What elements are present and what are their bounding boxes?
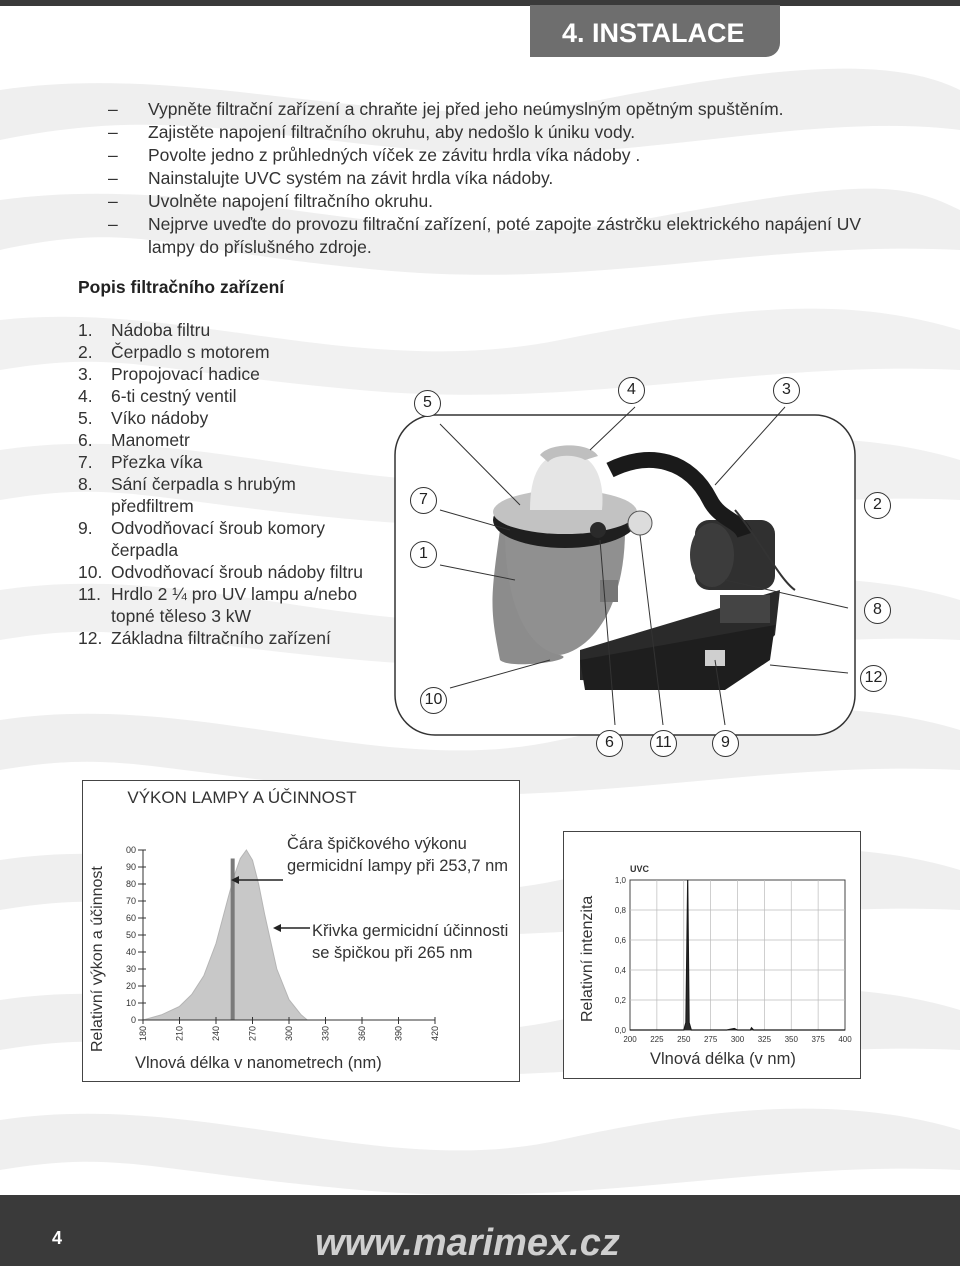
y-tick-label: 00 bbox=[125, 845, 136, 855]
callout-10: 10 bbox=[420, 687, 447, 714]
y-tick-label: 0,8 bbox=[614, 906, 626, 915]
callout-11: 11 bbox=[650, 730, 677, 757]
x-tick-label: 240 bbox=[211, 1026, 221, 1042]
callout-9: 9 bbox=[712, 730, 739, 757]
list-item: 10. Odvodňovací šroub nádoby filtru bbox=[78, 562, 363, 582]
parts-list bbox=[78, 319, 408, 649]
callout-7: 7 bbox=[410, 487, 437, 514]
callout-8: 8 bbox=[864, 597, 891, 624]
callout-12: 12 bbox=[860, 665, 887, 692]
list-item: 6. Manometr bbox=[78, 430, 190, 450]
x-tick-label: 300 bbox=[284, 1026, 294, 1042]
section-header bbox=[530, 5, 780, 57]
page-number: 4 bbox=[52, 1228, 63, 1248]
x-tick-label: 225 bbox=[650, 1035, 664, 1044]
y-tick-label: 0,0 bbox=[614, 1026, 626, 1035]
y-tick-label: 0 bbox=[130, 1015, 136, 1025]
list-item: 7. Přezka víka bbox=[78, 452, 203, 472]
list-item: – Nejprve uveďte do provozu filtrační zařízení, poté zapojte zástrčku elektrického napájení UV lampy do příslušného zdroje. bbox=[108, 214, 862, 257]
y-tick-label: 1,0 bbox=[614, 876, 626, 885]
x-tick-label: 400 bbox=[838, 1035, 852, 1044]
x-tick-label: 325 bbox=[757, 1035, 772, 1044]
y-tick-label: 50 bbox=[125, 930, 136, 940]
y-tick-label: 60 bbox=[125, 913, 136, 923]
x-tick-label: 390 bbox=[393, 1026, 404, 1042]
chart-title: VÝKON LAMPY A ÚČINNOST bbox=[127, 788, 357, 807]
filter-device-illustration bbox=[390, 370, 960, 770]
chart-inner-title: UVC bbox=[630, 864, 650, 874]
list-item: 12. Základna filtračního zařízení bbox=[78, 628, 331, 648]
annotation-peak-line: Čára špičkového výkonu germicidní lampy při 253,7 nm bbox=[287, 835, 509, 875]
chart-xlabel: Vlnová délka (v nm) bbox=[650, 1050, 796, 1068]
list-item: 4. 6-ti cestný ventil bbox=[78, 386, 237, 406]
uvc-intensity-plot bbox=[600, 858, 855, 1048]
chart-ylabel: Relativní intenzita bbox=[579, 895, 596, 1022]
y-tick-label: 70 bbox=[125, 896, 136, 906]
list-item: – Povolte jedno z průhledných víček ze závitu hrdla víka nádoby . bbox=[108, 145, 641, 165]
x-tick-label: 375 bbox=[811, 1035, 825, 1044]
y-tick-label: 20 bbox=[125, 981, 136, 991]
x-tick-label: 180 bbox=[138, 1026, 148, 1042]
callout-4: 4 bbox=[618, 377, 645, 404]
x-tick-label: 210 bbox=[174, 1026, 185, 1042]
list-item: 9. Odvodňovací šroub komory čerpadla bbox=[78, 518, 325, 560]
annotation-arrows bbox=[225, 870, 315, 940]
x-tick-label: 350 bbox=[784, 1035, 798, 1044]
x-tick-label: 200 bbox=[623, 1035, 637, 1044]
installation-steps bbox=[108, 98, 898, 259]
list-item: – Vypněte filtrační zařízení a chraňte jej před jeho neúmyslným opětným spuštěním. bbox=[108, 99, 784, 119]
annotation-curve: Křivka germicidní účinnosti se špičkou při 265 nm bbox=[312, 922, 509, 962]
x-tick-label: 250 bbox=[677, 1035, 691, 1044]
x-tick-label: 300 bbox=[730, 1035, 745, 1044]
chart-xlabel: Vlnová délka v nanometrech (nm) bbox=[135, 1054, 382, 1072]
section-header-title: 4. INSTALACE bbox=[562, 18, 745, 48]
y-tick-label: 30 bbox=[125, 964, 136, 974]
list-item: 11. Hrdlo 2 ¼ pro UV lampu a/nebo topné těleso 3 kW bbox=[78, 584, 358, 626]
x-tick-label: 330 bbox=[320, 1026, 331, 1042]
y-tick-label: 0,2 bbox=[614, 996, 626, 1005]
x-tick-label: 420 bbox=[430, 1026, 440, 1042]
list-item: 1. Nádoba filtru bbox=[78, 320, 211, 340]
list-item: 8. Sání čerpadla s hrubým předfiltrem bbox=[78, 474, 296, 516]
callout-5: 5 bbox=[414, 390, 441, 417]
header-bar bbox=[0, 0, 960, 6]
y-tick-label: 0,6 bbox=[614, 936, 626, 945]
chart-ylabel: Relativní výkon a účinnost bbox=[89, 866, 106, 1052]
y-tick-label: 40 bbox=[125, 947, 136, 957]
list-item: 2. Čerpadlo s motorem bbox=[78, 342, 270, 362]
y-tick-label: 0,4 bbox=[614, 966, 626, 975]
list-item: 3. Propojovací hadice bbox=[78, 364, 260, 384]
callout-2: 2 bbox=[864, 492, 891, 519]
list-item: – Uvolněte napojení filtračního okruhu. bbox=[108, 191, 434, 211]
list-item: – Nainstalujte UVC systém na závit hrdla víka nádoby. bbox=[108, 168, 554, 188]
website-link[interactable]: www.marimex.cz bbox=[315, 1222, 620, 1264]
y-tick-label: 90 bbox=[125, 862, 136, 872]
x-tick-label: 360 bbox=[357, 1026, 367, 1042]
x-tick-label: 270 bbox=[247, 1026, 258, 1042]
callout-3: 3 bbox=[773, 377, 800, 404]
list-item: – Zajistěte napojení filtračního okruhu, aby nedošlo k úniku vody. bbox=[108, 122, 636, 142]
y-tick-label: 80 bbox=[125, 879, 136, 889]
callout-6: 6 bbox=[596, 730, 623, 757]
parts-heading: Popis filtračního zařízení bbox=[78, 277, 285, 297]
x-tick-label: 275 bbox=[703, 1035, 718, 1044]
list-item: 5. Víko nádoby bbox=[78, 408, 209, 428]
callout-1: 1 bbox=[410, 541, 437, 568]
y-tick-label: 10 bbox=[125, 998, 136, 1008]
